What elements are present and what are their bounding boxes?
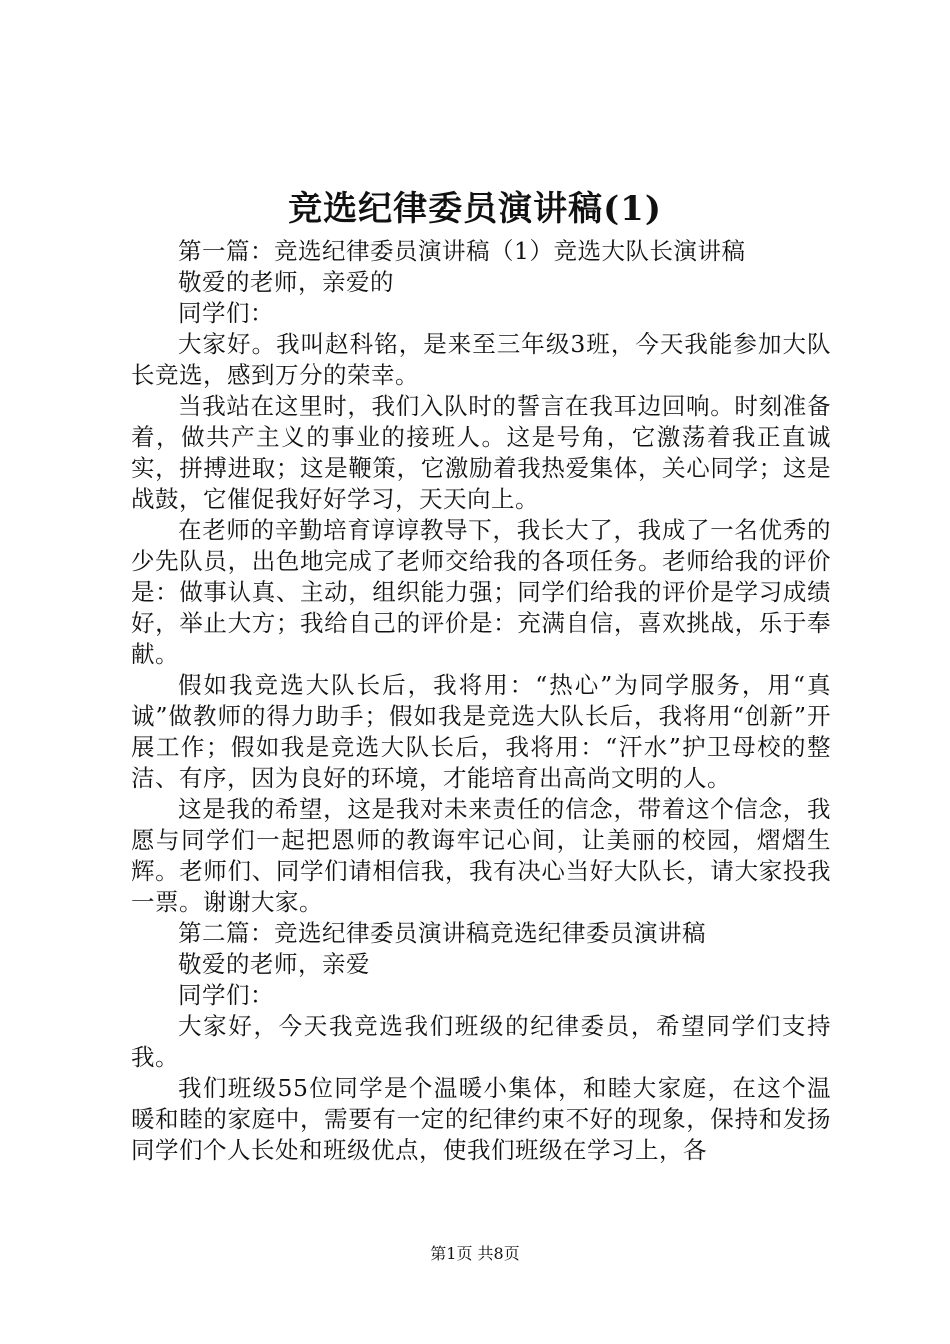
document-title: 竞选纪律委员演讲稿(1): [288, 189, 662, 229]
page-footer: 第1页 共8页: [430, 1244, 520, 1263]
paragraph: 这是我的希望，这是我对未来责任的信念，带着这个信念，我愿与同学们一起把恩师的教诲牢记心间，让美丽的校园，熠熠生辉。老师们、同学们请相信我，我有决心当好大队长，请大家投我一票。谢谢大家。: [131, 795, 831, 916]
paragraph: 在老师的辛勤培育谆谆教导下，我长大了，我成了一名优秀的少先队员，出色地完成了老师交给我的各项任务。老师给我的评价是：做事认真、主动，组织能力强；同学们给我的评价是学习成绩好，举止大方；我给自己的评价是：充满自信，喜欢挑战，乐于奉献。: [131, 516, 831, 668]
paragraph: 第一篇：竞选纪律委员演讲稿（1）竞选大队长演讲稿: [178, 237, 746, 265]
paragraph: 敬爱的老师，亲爱: [178, 950, 370, 978]
paragraph: 当我站在这里时，我们入队时的誓言在我耳边回响。时刻准备着，做共产主义的事业的接班人。这是号角，它激荡着我正直诚实，拼搏进取；这是鞭策，它激励着我热爱集体，关心同学；这是战鼓，它催促我好好学习，天天向上。: [131, 392, 831, 513]
paragraph: 敬爱的老师，亲爱的: [178, 268, 394, 296]
document-body: [131, 236, 831, 1166]
paragraph: 大家好。我叫赵科铭，是来至三年级3班，今天我能参加大队长竞选，感到万分的荣幸。: [131, 330, 831, 389]
paragraph: 大家好，今天我竞选我们班级的纪律委员，希望同学们支持我。: [131, 1012, 831, 1071]
paragraph: 我们班级55位同学是个温暖小集体，和睦大家庭，在这个温暖和睦的家庭中，需要有一定的纪律约束不好的现象，保持和发扬同学们个人长处和班级优点，使我们班级在学习上，各: [131, 1074, 831, 1164]
paragraph: 同学们：: [178, 981, 274, 1009]
paragraph: 同学们：: [178, 299, 274, 327]
paragraph: 第二篇：竞选纪律委员演讲稿竞选纪律委员演讲稿: [178, 919, 706, 947]
paragraph: 假如我竞选大队长后，我将用：“热心”为同学服务，用“真诚”做教师的得力助手；假如我是竞选大队长后，我将用“创新”开展工作；假如我是竞选大队长后，我将用：“汗水”护卫母校的整洁、有序，因为良好的环境，才能培育出高尚文明的人。: [131, 671, 831, 792]
